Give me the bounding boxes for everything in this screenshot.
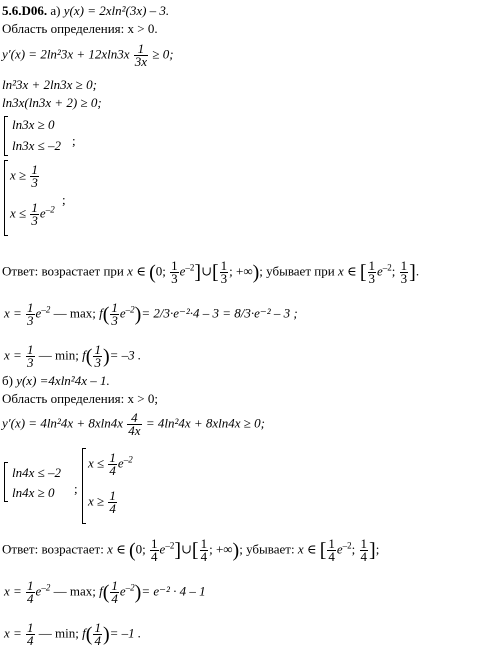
derivative-a-fraction: $\frac{1}{3x}$ [134, 41, 148, 69]
system-b2-row1: x ≤ $\frac{1}{4}$ $e^{-2}$ [88, 450, 133, 478]
system-b1-bracket [4, 462, 8, 502]
min-a: x = $\frac{1}{3}$ — min; f( $\frac{1}{3}$ )= –3 . [4, 342, 142, 370]
system-a2-row2: x ≤ $\frac{1}{3}$ $e^{-2}$ [10, 200, 55, 228]
max-a: x = $\frac{1}{3}$ $e^{-2}$ — max; f( $\frac{1}{3}$ $e^{-2})= 2/3\cdot e^{-2}\cdot 4 - 3 = 8/3\cdot e^{-2} - 3$ ; [4, 300, 298, 328]
system-a1-semicolon: ; [72, 133, 76, 148]
part-b-header: б) y(x) =4xln²4x – 1. [2, 373, 110, 388]
problem-number: 5.6.D06. [2, 3, 48, 18]
derivative-a [2, 43, 174, 68]
system-b1-row1: ln4x ≤ –2 [12, 465, 62, 480]
system-a1-row1: ln3x ≥ 0 [12, 117, 55, 132]
system-a2-bracket [4, 160, 8, 236]
domain-b: Область определения: x > 0; [2, 391, 158, 406]
min-b: x = $\frac{1}{4}$ — min; f( $\frac{1}{4}$ )= –1 . [4, 620, 142, 648]
system-a1-bracket [4, 116, 8, 156]
problem-header [2, 4, 169, 17]
inequality-a2: ln3x(ln3x + 2) ≥ 0; [2, 95, 102, 110]
system-b2-row2: x ≥ $\frac{1}{4}$ [88, 488, 116, 516]
system-b1-row2: ln4x ≥ 0 [12, 485, 55, 500]
inequality-a1: ln²3x + 2ln3x ≥ 0; [2, 77, 97, 92]
system-a2-semicolon: ; [62, 192, 66, 207]
system-a2-row1: x ≥ $\frac{1}{3}$ [10, 162, 38, 190]
system-a1-row2: ln3x ≤ –2 [12, 138, 62, 153]
derivative-b: y′(x) = 4ln²4x + 8xln4x $\frac{4}{4x}$ = 4ln²4x + 8xln4x ≥ 0; [2, 410, 266, 438]
max-b: x = $\frac{1}{4}$ $e^{-2}$ — max; f( $\frac{1}{4}$ $e^{-2})= e^{-2} \cdot 4 - 1$ [4, 578, 206, 606]
part-a-label: а) [50, 3, 61, 18]
answer-a: Ответ: возрастает при x ∈ (0; $\frac{1}{3}$ $e^{-2}]\cup$[ $\frac{1}{3}$ ; +∞); убывает при x ∈ [ $\frac{1}{3}$ $e^{-2}$; $\frac{1}{3}$ ]. [2, 258, 420, 286]
system-b2-bracket [82, 448, 86, 524]
system-b1-semicolon: ; [74, 481, 78, 496]
answer-b: Ответ: возрастает: x ∈ (0; $\frac{1}{4}$ $e^{-2}]\cup$[ $\frac{1}{4}$ ; +∞); убывает: x ∈ [ $\frac{1}{4}$ $e^{-2}$; $\frac{1}{4}$ ]; [2, 536, 380, 564]
domain-a: Область определения: x > 0. [2, 21, 158, 36]
function-a: y(x) = 2xln²(3x) – 3. [63, 3, 170, 18]
derivative-a-left: y′(x) = 2ln²3x + 12xln3x [2, 46, 130, 62]
derivative-a-right: ≥ 0; [152, 46, 174, 62]
